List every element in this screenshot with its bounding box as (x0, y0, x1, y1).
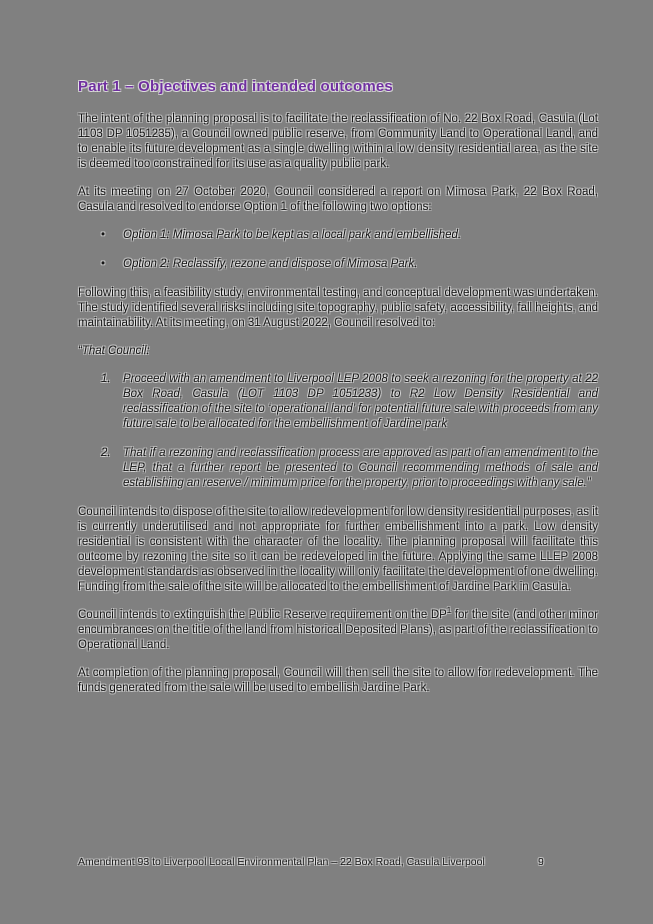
list-item-option-2 (78, 257, 598, 272)
bullet-text: Option 2: Reclassify, rezone and dispose of Mimosa Park. (123, 258, 418, 270)
page-number: 9 (538, 856, 544, 868)
paragraph-extinguish-text-cont: for the site (and other minor encumbrances on the title of the land from historical Deposited Plans), as part of the reclassification to Operational Land. (78, 609, 598, 651)
paragraph-intro: The intent of the planning proposal is to facilitate the reclassification of No. 22 Box Road, Casula (Lot 1103 DP 1051235), a Council owned public reserve, from Community Land to Operational Land, and to enable its future development as a single dwelling within a low density residential area, as the site is deemed too constrained for its use as a quality public park. (78, 113, 598, 170)
paragraph-feasibility: Following this, a feasibility study, environmental testing, and conceptual development was undertaken. The study identified several risks including site topography, public safety, accessibility, fall heights, and maintainability. At its meeting, on 31 August 2022, Council resolved to: (78, 287, 598, 329)
footer-document-title: Amendment 93 to Liverpool Local Environmental Plan – 22 Box Road, Casula Liverpool (78, 856, 485, 868)
paragraph-dispose: Council intends to dispose of the site to allow redevelopment for low density residential purposes, as it is currently underutilised and not appropriate for further embellishment into a park. Low density residential is consistent with the character of the locality. The planning proposal will facilitate this outcome by rezoning the site so it can be redeveloped in the future. Applying the same LLEP 2008 development standards as observed in the locality will only facilitate the development of one dwelling. Funding from the sale of the site will be allocated to the embellishment of Jardine Park in Casula. (78, 506, 598, 593)
resolution-text: Proceed with an amendment to Liverpool LEP 2008 to seek a rezoning for the property at 22 Box Road, Casula (LOT 1103 DP 1051233) to R2 Low Density Residential and reclassification of the site to ‘operational land’ for potential future sale with proceeds from any future sale to be allocated for the embellishment of Jardine park (123, 373, 598, 430)
paragraph-extinguish-text: Council intends to extinguish the Public Reserve requirement on the DP (78, 609, 447, 621)
number-marker: 2. (101, 447, 111, 459)
footnote-reference: 1 (446, 606, 452, 616)
number-marker: 1. (101, 373, 111, 385)
section-heading: Part 1 – Objectives and intended outcomes (78, 78, 393, 95)
bullet-icon: • (101, 229, 106, 241)
page-footer (78, 856, 598, 868)
resolution-item-1 (78, 372, 598, 432)
bullet-text: Option 1: Mimosa Park to be kept as a local park and embellished. (123, 229, 462, 241)
paragraph-meeting-2020: At its meeting on 27 October 2020, Council considered a report on Mimosa Park, 22 Box Road, Casula and resolved to endorse Option 1 of the following two options: (78, 186, 598, 213)
quote-intro: “That Council: (78, 345, 150, 357)
page-content (78, 78, 598, 709)
resolutions-numbered-list (78, 372, 598, 491)
resolution-item-2 (78, 446, 598, 491)
paragraph-completion: At completion of the planning proposal, Council will then sell the site to allow for redevelopment. The funds generated from the sale will be used to embellish Jardine Park. (78, 667, 598, 694)
paragraph-extinguish (78, 608, 598, 653)
list-item-option-1 (78, 228, 598, 243)
options-bullet-list (78, 228, 598, 272)
bullet-icon: • (101, 258, 106, 270)
resolution-text: That if a rezoning and reclassification process are approved as part of an amendment to the LEP, that a further report be presented to Council recommending methods of sale and establishing an reserve / minimum price for the property, prior to proceedings with any sale.” (123, 447, 598, 489)
